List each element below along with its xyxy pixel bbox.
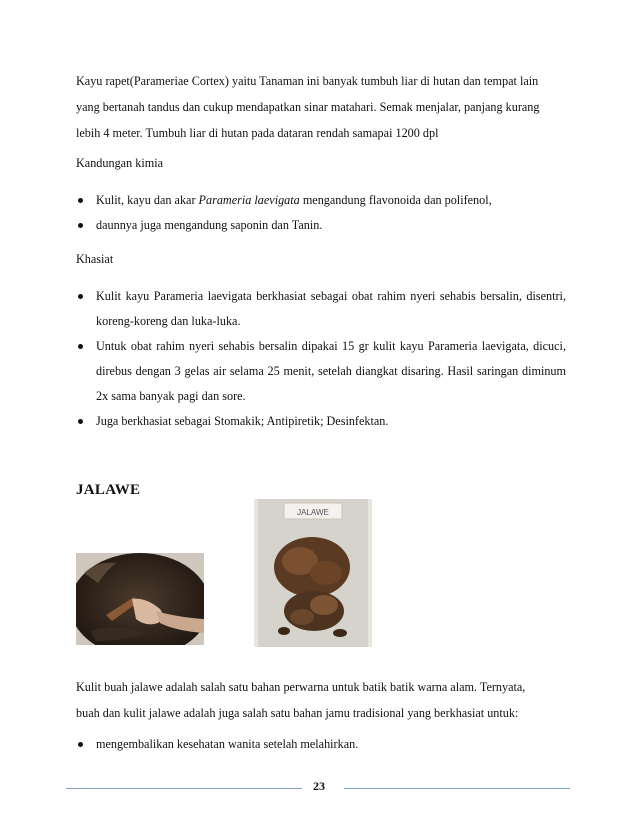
list-item: Kulit kayu Parameria laevigata berkhasiat sebagai obat rahim nyeri sehabis bersalin, disentri, koreng-koreng dan luka-luka. — [76, 284, 566, 334]
intro-line: Kayu rapet(Parameriae Cortex) yaitu Tanaman ini banyak tumbuh liar di hutan dan tempat lain — [76, 74, 539, 88]
footer-rule-left — [66, 788, 302, 789]
jalawe-water-image — [76, 553, 204, 645]
jalawe-list — [76, 732, 566, 757]
khasiat-title: Khasiat — [76, 252, 114, 266]
jalawe-line: buah dan kulit jalawe adalah juga salah satu bahan jamu tradisional yang berkhasiat untuk: — [76, 706, 519, 720]
khasiat-list — [76, 284, 566, 434]
list-item: daunnya juga mengandung saponin dan Tanin. — [76, 213, 566, 238]
list-item: Kulit, kayu dan akar Parameria laevigata mengandung flavonoida dan polifenol, — [76, 188, 566, 213]
jalawe-paragraph — [76, 674, 566, 726]
jalawe-bag-image — [254, 499, 372, 647]
jalawe-line: Kulit buah jalawe adalah salah satu bahan perwarna untuk batik batik warna alam. Ternyata, — [76, 680, 526, 694]
kandungan-title: Kandungan kimia — [76, 156, 163, 170]
list-item: Juga berkhasiat sebagai Stomakik; Antipiretik; Desinfektan. — [76, 409, 566, 434]
photo-jalawe-in-water — [76, 553, 204, 645]
list-item: mengembalikan kesehatan wanita setelah melahirkan. — [76, 732, 566, 757]
footer-rule-right — [344, 788, 570, 789]
kandungan-list — [76, 188, 566, 238]
intro-line: lebih 4 meter. Tumbuh liar di hutan pada dataran rendah samapai 1200 dpl — [76, 126, 439, 140]
list-item: Untuk obat rahim nyeri sehabis bersalin dipakai 15 gr kulit kayu Parameria laevigata, dicuci, direbus dengan 3 gelas air selama 25 menit, setelah diangkat disaring. Hasil saringan diminum 2x sama banyak pagi dan sore. — [76, 334, 566, 409]
species-name: Parameria laevigata — [198, 193, 300, 207]
bag-label: JALAWE — [297, 508, 329, 517]
photo-jalawe-dried-bag — [254, 499, 372, 647]
page-number: 23 — [313, 779, 325, 793]
intro-line: yang bertanah tandus dan cukup mendapatkan sinar matahari. Semak menjalar, panjang kurang — [76, 100, 540, 114]
section-heading-jalawe: JALAWE — [76, 482, 141, 498]
intro-paragraph — [76, 68, 566, 146]
